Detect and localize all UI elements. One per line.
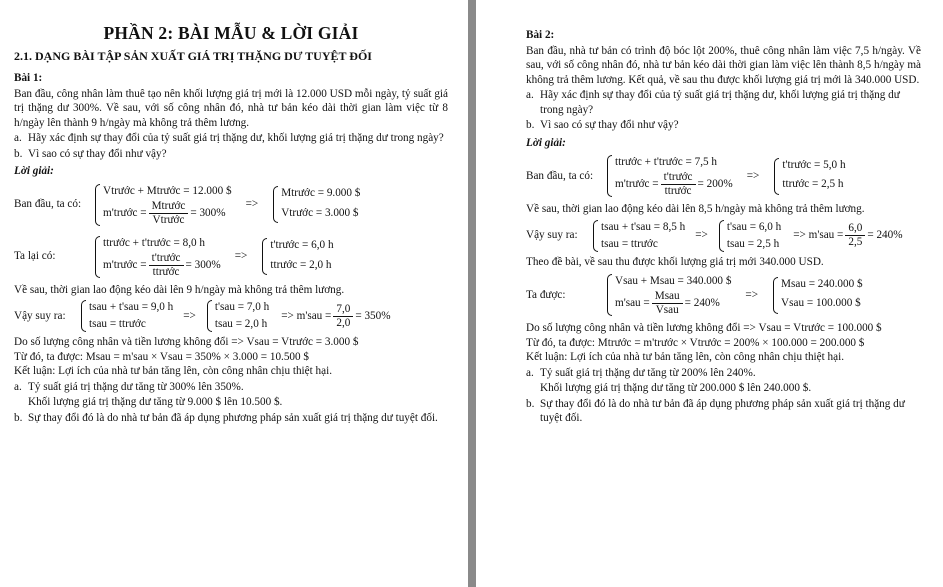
system-label: Vậy suy ra: (14, 309, 66, 322)
result-line: ttrước = 2,5 h (782, 178, 844, 191)
result-line: Vsau = 100.000 $ (781, 297, 861, 310)
conclusion: Kết luận: Lợi ích của nhà tư bản tăng lên, còn công nhân chịu thiệt hại. (526, 351, 844, 363)
system-right (261, 237, 333, 276)
system-left (80, 299, 173, 333)
question-a-number: a. (526, 89, 534, 101)
answer-b-number: b. (526, 397, 535, 410)
numerator: Mtrước (149, 200, 189, 214)
answer-b (526, 397, 921, 426)
equation-system-3 (14, 299, 448, 333)
result-line: t'sau = 7,0 h (214, 301, 270, 314)
result-line: t'sau = 6,0 h (726, 220, 782, 233)
numerator: 6,0 (845, 222, 865, 236)
eq-suffix: = 300% (185, 258, 221, 271)
text-line: Về sau, thời gian lao động kéo dài lên 8,5 h/ngày mà không trả thêm lương. (526, 203, 865, 215)
text-line: Do số lượng công nhân và tiền lương không đổi => Vsau = Vtrước = 3.000 $ (14, 336, 359, 348)
fraction (845, 222, 865, 249)
text-line: Về sau, thời gian lao động kéo dài lên 9 h/ngày mà không trả thêm lương. (14, 283, 345, 296)
answer-a (526, 366, 921, 381)
equation-system-3 (526, 273, 921, 317)
fraction (333, 303, 353, 330)
eq-line: tsau + t'sau = 9,0 h (89, 301, 174, 314)
eq-suffix: = 240% (867, 229, 903, 242)
conclusion: Kết luận: Lợi ích của nhà tư bản tăng lên, còn công nhân chịu thiệt hại. (14, 365, 332, 377)
result-line: Mtrước = 9.000 $ (281, 187, 361, 200)
answer-a-number: a. (14, 380, 22, 393)
exercise-2-title: Bài 2: (526, 29, 555, 41)
numerator: 7,0 (333, 303, 353, 317)
solution-heading: Lời giải: (14, 165, 54, 177)
answer-b-text: Sự thay đổi đó là do nhà tư bản đã áp dụng phương pháp sản xuất giá trị thặng dư tuyệt đối. (540, 397, 905, 424)
denominator: 2,5 (848, 236, 863, 248)
text-line: Từ đó, ta được: Msau = m'sau × Vsau = 350% × 3.000 = 10.500 $ (14, 350, 310, 363)
eq-line: Vsau + Msau = 340.000 $ (615, 275, 732, 288)
eq-line (615, 171, 733, 198)
answer-a-line-1: Tỷ suất giá trị thặng dư tăng từ 300% lên 350%. (28, 380, 244, 393)
system-label: Ta được: (526, 288, 566, 301)
numerator: t'trước (149, 252, 184, 266)
page-title: PHẦN 2: BÀI MẪU & LỜI GIẢI (103, 23, 359, 43)
answer-a (14, 380, 448, 395)
eq-line (615, 290, 731, 317)
question-a-text: Hãy xác định sự thay đổi của tỷ suất giá trị thặng dư, khối lượng giá trị thặng dư trong ngày? (540, 89, 900, 116)
system-right (272, 185, 360, 224)
implies-arrow: => (746, 169, 760, 182)
eq-suffix: = 350% (355, 309, 391, 322)
solution-heading: Lời giải: (526, 136, 566, 149)
equation-system-1 (14, 183, 448, 227)
implies-arrow: => (745, 288, 759, 301)
equation-system-2 (14, 235, 448, 279)
question-b-number: b. (14, 147, 23, 160)
system-left (592, 219, 685, 253)
question-b-number: b. (526, 119, 535, 131)
eq-prefix: m'trước = (103, 258, 147, 271)
eq-line (103, 200, 232, 227)
system-label: Ta lại có: (14, 250, 56, 263)
denominator: Vtrước (152, 213, 185, 226)
system-right (772, 276, 863, 315)
question-a-number: a. (14, 132, 22, 144)
text-line: Theo đề bài, về sau thu được khối lượng giá trị mới 340.000 USD. (526, 255, 824, 268)
exercise-2-text: Ban đầu, nhà tư bản có trình độ bóc lột 200%, thuê công nhân làm việc 7,5 h/ngày. Về sau, với số công nhân đó, nhà tư bản kéo dài thời gian làm việc lên thành 8,5 h/ngày mà không trả thêm lương. Kết quả, về sau thu được khối lượng giá trị mới là 340.000 USD. (526, 44, 921, 86)
eq-prefix: => m'sau = (793, 229, 844, 242)
fraction (661, 171, 696, 198)
denominator: ttrước (152, 265, 180, 278)
implies-arrow: => (234, 250, 248, 263)
section-heading: 2.1. DẠNG BÀI TẬP SẢN XUẤT GIÁ TRỊ THẶNG DƯ TUYỆT ĐỐI (14, 48, 372, 63)
eq-line: tsau = ttrước (601, 237, 658, 250)
system-label: Ban đầu, ta có: (526, 169, 594, 182)
eq-line (103, 252, 221, 279)
system-right (206, 299, 269, 333)
text-line: Từ đó, ta được: Mtrước = m'trước × Vtrước = 200% × 100.000 = 200.000 $ (526, 336, 865, 349)
eq-line: tsau = ttrước (89, 318, 146, 331)
system-right (718, 219, 781, 253)
eq-line: ttrước + t'trước = 7,5 h (615, 156, 717, 169)
question-a (526, 88, 921, 117)
question-b-text: Vì sao có sự thay đổi như vậy? (28, 147, 167, 160)
fraction (149, 200, 189, 227)
eq-prefix: => m'sau = (281, 309, 332, 322)
implies-arrow: => (183, 309, 196, 322)
result-line: t'trước = 5,0 h (782, 158, 846, 171)
exercise-1-text: Ban đầu, công nhân làm thuê tạo nên khối lượng giá trị mới là 12.000 USD mỗi ngày, tỷ suất giá trị thặng dư 300%. Về sau, với số công nhân đó, nhà tư bản kéo dài thời gian làm việc từ 8 h/ngày lên thành 9 h/ngày mà không trả thêm lương. (14, 87, 448, 129)
answer-a-line-2: Khối lượng giá trị thặng dư tăng từ 200.000 $ lên 240.000 $. (540, 382, 812, 394)
result-line: ttrước = 2,0 h (270, 258, 332, 271)
eq-prefix: m'sau = (615, 297, 650, 310)
system-right (773, 157, 845, 196)
system-label: Vậy suy ra: (526, 229, 578, 242)
denominator: ttrước (664, 185, 692, 197)
fraction (149, 252, 184, 279)
eq-line: ttrước + t'trước = 8,0 h (103, 236, 205, 249)
question-b (14, 147, 448, 162)
equation-system-1 (526, 154, 921, 198)
eq-prefix: m'trước = (103, 206, 147, 219)
result-line: tsau = 2,5 h (726, 237, 780, 250)
eq-suffix: = 200% (697, 178, 733, 191)
eq-suffix: = 300% (190, 206, 226, 219)
fraction (652, 290, 683, 317)
eq-prefix: m'trước = (615, 178, 659, 191)
text-line: Do số lượng công nhân và tiền lương không đổi => Vsau = Vtrước = 100.000 $ (526, 322, 882, 334)
numerator: t'trước (661, 171, 696, 185)
question-a (14, 131, 448, 146)
implies-arrow: => (695, 229, 708, 242)
system-label: Ban đầu, ta có: (14, 198, 82, 211)
question-a-text: Hãy xác định sự thay đổi của tỷ suất giá trị thặng dư, khối lượng giá trị thặng dư trong ngày? (28, 132, 444, 144)
answer-b-text: Sự thay đổi đó là do nhà tư bản đã áp dụng phương pháp sản xuất giá trị thặng dư tuyệt đối. (28, 411, 438, 424)
denominator: Vsau (655, 304, 679, 316)
right-page (476, 0, 943, 587)
result-line: t'trước = 6,0 h (270, 239, 334, 252)
eq-suffix: = 240% (684, 297, 720, 310)
system-left (94, 235, 221, 279)
result-line: Msau = 240.000 $ (781, 277, 863, 290)
numerator: Msau (652, 290, 683, 304)
answer-a-line-1: Tỷ suất giá trị thặng dư tăng từ 200% lên 240%. (540, 366, 756, 379)
answer-b-number: b. (14, 411, 23, 424)
answer-a-number: a. (526, 366, 534, 379)
exercise-1-title: Bài 1: (14, 72, 43, 84)
eq-line: Vtrước + Mtrước = 12.000 $ (103, 184, 232, 197)
left-page (0, 0, 468, 587)
system-left (606, 273, 731, 317)
denominator: 2,0 (336, 316, 351, 329)
system-left (94, 183, 232, 227)
result-line: Vtrước = 3.000 $ (281, 206, 359, 219)
eq-line: tsau + t'sau = 8,5 h (601, 220, 686, 233)
system-left (606, 154, 733, 198)
equation-system-2 (526, 219, 921, 253)
question-b-text: Vì sao có sự thay đổi như vậy? (540, 119, 679, 131)
implies-arrow: => (245, 198, 259, 211)
result-line: tsau = 2,0 h (214, 318, 268, 331)
question-b (526, 118, 921, 133)
answer-b (14, 411, 448, 426)
answer-a-line-2: Khối lượng giá trị thặng dư tăng từ 9.000 $ lên 10.500 $. (28, 396, 283, 408)
